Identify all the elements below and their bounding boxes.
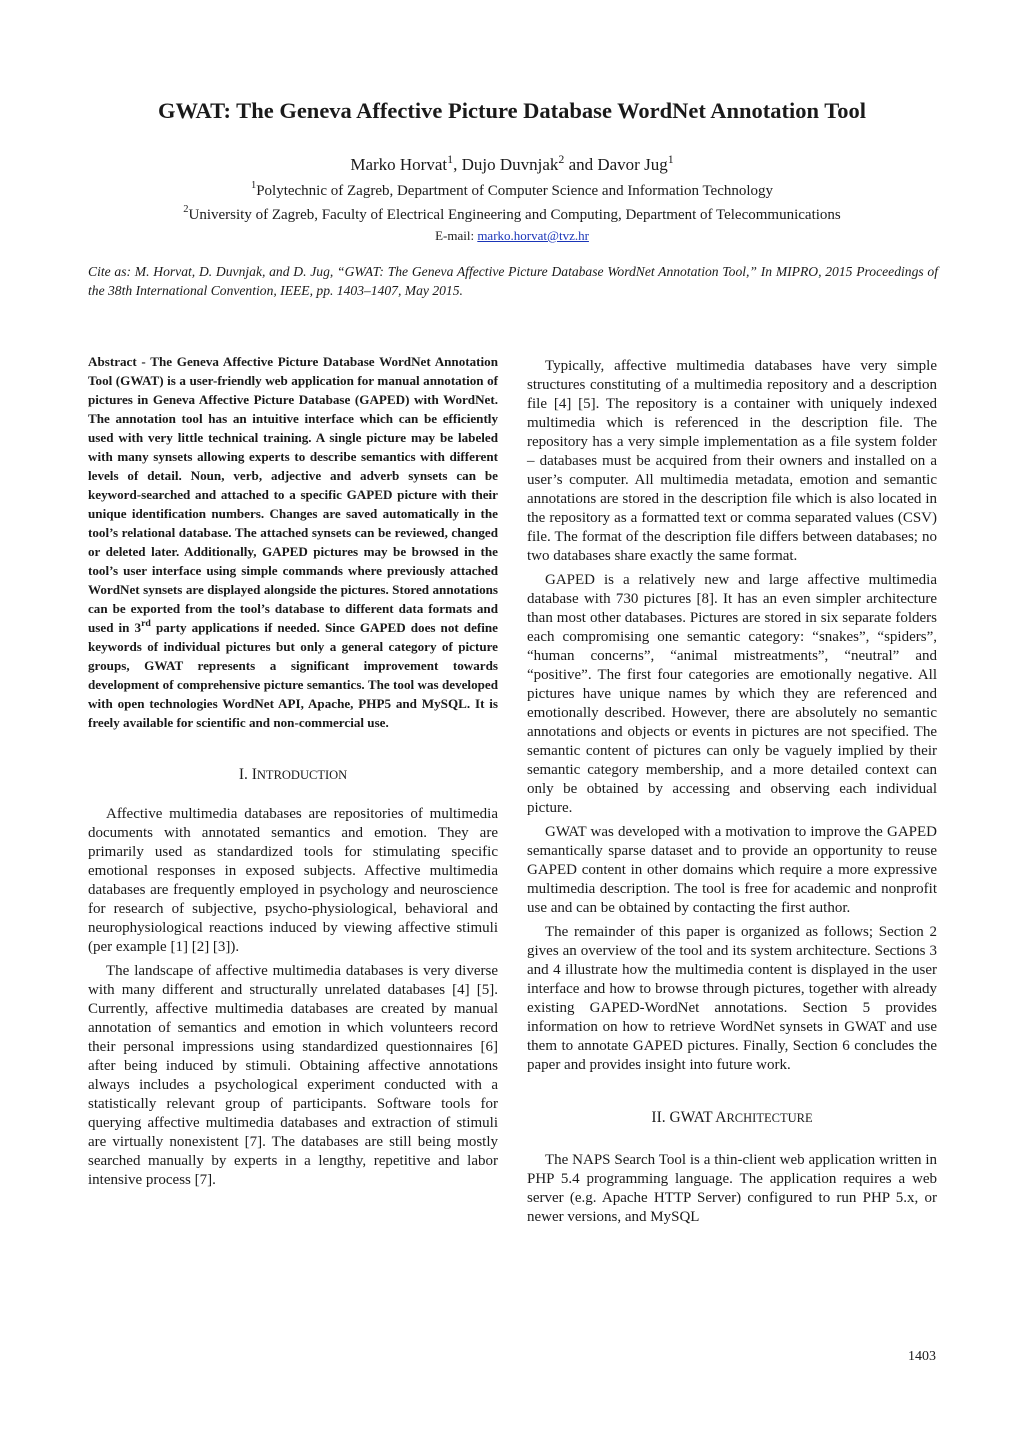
body-paragraph-2: GAPED is a relatively new and large affective multimedia database with 730 pictures [8]. It has an even simpler architecture than most other databases. Pictures are stored in six separate folders each compromising one semantic category: “snakes”, “spiders”, “human concerns”, “animal mistreatments”, “neutral” and “positive”. The first four categories are emotionally negative. All pictures have unique names by which they are referenced and emotionally described. However, there are absolutely no semantic annotations and objects or events in pictures are not specified. The semantic content of pictures can only be vaguely implied by their semantic category membership, and a more detailed context can only be obtained by accessing and observing each individual picture. — [527, 572, 937, 816]
author-name: Dujo Duvnjak — [461, 155, 559, 174]
section-heading-introduction — [88, 766, 498, 784]
body-paragraph-1: Typically, affective multimedia databases have very simple structures constituting of a multimedia repository and a description file [4] [5]. The repository is a container with uniquely indexed multimedia which is referenced in the description file. The repository has a very simple implementation as a file system folder – databases must be acquired from their owners and installed on a user’s computer. All multimedia metadata, emotion and semantic annotations are stored in the description file which is also located in the repository as a formatted text or comma separated values (CSV) file. The format of the description file differs between databases; no two databases share exactly the same format. — [527, 358, 937, 564]
author-separator: , — [453, 155, 462, 174]
section-title-initial: I — [251, 766, 257, 783]
intro-paragraph-1: Affective multimedia databases are repositories of multimedia documents with annotated semantics and emotion. They are primarily used as standardized tools for stimulating specific emotional responses in exposed subjects. Affective multimedia databases are frequently employed in psychology and neuroscience for research of subjective, psycho-physiological, behavioral and neurophysiological reactions induced by viewing affective stimuli (per example [1] [2] [3]). — [88, 806, 498, 955]
abstract-text: Abstract - The Geneva Affective Picture Database WordNet Annotation Tool (GWAT) is a user-friendly web application for manual annotation of pictures in Geneva Affective Picture Database (GAPED) with WordNet. The annotation tool has an intuitive interface which can be efficiently used with very little technical training. A single picture may be labeled with many synsets allowing experts to describe semantics with different levels of detail. Noun, verb, adjective and adverb synsets can be keyword-searched and attached to a specific GAPED picture with their unique identification numbers. Changes are saved automatically in the tool’s relational database. The attached synsets can be reviewed, changed or deleted later. Additionally, GAPED pictures may be browsed in the tool’s user interface using simple commands where previously attached WordNet synsets are displayed alongside the pictures. Stored annotations can be exported from the tool’s database to different data formats and used in 3 — [88, 354, 498, 635]
affiliation-text: Polytechnic of Zagreb, Department of Computer Science and Information Technology — [256, 183, 774, 199]
email-link[interactable]: marko.horvat@tvz.hr — [477, 228, 589, 243]
body-paragraph-3: GWAT was developed with a motivation to improve the GAPED semantically sparse dataset and to provide an opportunity to reuse GAPED content in other domains which require a more expressive multimedia description. The tool is free for academic and nonprofit use and can be obtained by contacting the first author. — [527, 824, 937, 916]
email-label: E-mail: — [435, 228, 478, 243]
architecture-paragraph-1: The NAPS Search Tool is a thin-client web application written in PHP 5.4 programming language. The application requires a web server (e.g. Apache HTTP Server) configured to run PHP 5.x, or newer versions, and MySQL — [527, 1152, 937, 1225]
affiliation-text: University of Zagreb, Faculty of Electrical Engineering and Computing, Department of Telecommunications — [188, 207, 841, 223]
left-column — [88, 352, 498, 1190]
author-separator: and — [564, 155, 598, 174]
abstract — [88, 352, 498, 732]
author-list — [60, 152, 964, 178]
author-name: Marko Horvat — [350, 155, 448, 174]
author-affiliation-mark: 1 — [447, 151, 454, 166]
author-affiliation-mark: 1 — [667, 151, 674, 166]
affiliation-2 — [60, 204, 964, 226]
body-paragraph-4: The remainder of this paper is organized as follows; Section 2 gives an overview of the tool and its system architecture. Sections 3 and 4 illustrate how the multimedia content is displayed in the user interface and how to browse through pictures, together with already existing GAPED-WordNet annotations. Section 5 provides information on how to retrieve WordNet synsets in GWAT and use them to annotate GAPED pictures. Finally, Section 6 concludes the paper and provides insight into future work. — [527, 924, 937, 1073]
section-title-rest: RCHITECTURE — [726, 1111, 813, 1125]
affiliation-mark: 1 — [250, 180, 257, 192]
affiliation-1 — [60, 180, 964, 202]
contact-email — [60, 226, 964, 246]
section-heading-architecture — [527, 1109, 937, 1127]
intro-paragraph-2: The landscape of affective multimedia databases is very diverse with many different and structurally unrelated databases [4] [5]. Currently, affective multimedia databases are created by manual annotation of semantics and emotion in which volunteers record their personal impressions using standardized questionnaires [6] after being induced by stimuli. Obtaining affective annotations always includes a psychological experiment conducted with a statistically relevant group of participants. Software tools for querying affective multimedia databases and extraction of stimuli are virtually nonexistent [7]. The databases are still being mostly searched manually by experts in a lengthy, repetitive and labor intensive process [7]. — [88, 963, 498, 1188]
section-title-initial: GWAT A — [669, 1109, 727, 1126]
author-affiliation-mark: 2 — [558, 151, 565, 166]
page-number: 1403 — [908, 1349, 936, 1364]
abstract-text-continued: party applications if needed. Since GAPED does not define keywords of individual pictures but only a general category of picture groups, GWAT represents a significant improvement towards development of comprehensive picture semantics. The tool was developed with open technologies WordNet API, Apache, PHP5 and MySQL. It is freely available for scientific and non-commercial use. — [88, 620, 498, 730]
section-title-rest: NTRODUCTION — [256, 768, 348, 782]
author-name: Davor Jug — [597, 155, 668, 174]
right-column — [527, 357, 937, 1227]
section-numeral: I. — [238, 766, 252, 783]
abstract-superscript: rd — [141, 618, 151, 630]
section-numeral: II. — [651, 1109, 670, 1126]
paper-title: GWAT: The Geneva Affective Picture Database WordNet Annotation Tool — [158, 98, 866, 123]
affiliation-mark: 2 — [183, 204, 189, 216]
citation-note: Cite as: M. Horvat, D. Duvnjak, and D. Jug, “GWAT: The Geneva Affective Picture Database WordNet Annotation Tool,” In MIPRO, 2015 Proceedings of the 38th International Convention, IEEE, pp. 1403–1407, May 2015. — [88, 264, 938, 298]
